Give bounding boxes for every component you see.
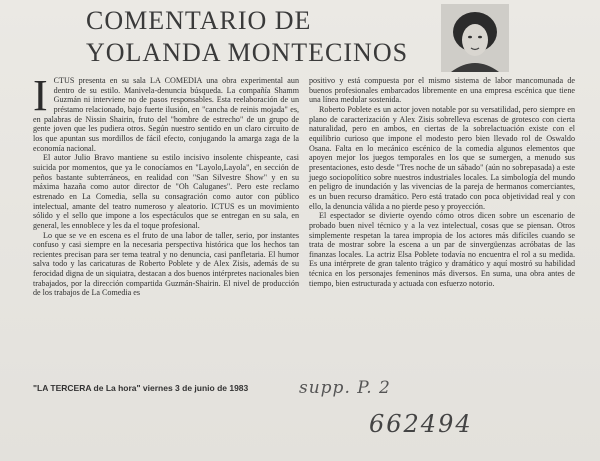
paragraph: positivo y está compuesta por el mismo sistema de labor mancomunada de buenos profesionales embarcados libremente en una empresa escénica que tiene una línea medular sostenida. bbox=[309, 76, 575, 105]
portrait-icon bbox=[441, 4, 509, 72]
handwritten-note: supp. P. 2 bbox=[299, 378, 391, 398]
paragraph: El autor Julio Bravo mantiene su estilo incisivo insolente chispeante, casi suicida por momentos, que ya le conocíamos en "Layolo,Layola", en sección de peños bastante subterráneos, en realidad con "San Silvestre Show" y en su máxima hazaña como autor director de "Oh Caluganes". Pero este reclamo estrenado en La Comedia, sella su consagración como autor con público intelectual, amante del teatro numeroso y aleatorio. ICTUS es un movimiento sólido y el sello que impone a los espectáculos que se entregan en su sala, en general, les ennoblece y les da el toque profesional. bbox=[33, 153, 299, 230]
headline-line-2: YOLANDA MONTECINOS bbox=[86, 38, 409, 67]
drop-cap: I bbox=[33, 71, 48, 120]
paragraph: Lo que se ve en escena es el fruto de una labor de taller, serio, por instantes confuso y casi siempre en la necesaria perspectiva histórica que los hechos tan recientes precisan para ser tema teatral y no denuncia, casi panfletaria. El humor salva todo y las caricaturas de Roberto Poblete y de Alex Zisis, además de su ferocidad digna de un siquiatra, destacan a dos buenos intérpretes nacionales bien trabajados, por la dirección compartida Guzmán-Shairin. El nivel de producción de los trabajos de La Comedia es bbox=[33, 230, 299, 298]
handwritten-number: 662494 bbox=[369, 410, 473, 438]
right-column bbox=[309, 76, 575, 288]
paragraph: El espectador se divierte oyendo cómo otros dicen sobre un escenario de probado buen nivel técnico y a la vez intelectual, cosas que se piensan. Otros simplemente respetan la tarea impropia de los actores más difíciles cuando se trata de mostrar sobre la escena a un par de sinvergüenzas acróbatas de las finanzas locales. La actriz Elsa Poblete todavía no encuentra el rol a su medida. Es una intérprete de gran talento trágico y dramático y aquí mostró su habilidad técnica en los personajes femeninos más diversos. En suma, una obra antes de tiempo, bien estructurada y actuada con esfuerzo notorio. bbox=[309, 211, 575, 288]
source-citation: "LA TERCERA de La hora" viernes 3 de junio de 1983 bbox=[33, 383, 249, 393]
paragraph: CTUS presenta en su sala LA COMEDIA una obra experimental aun dentro de su estilo. Manivela-denuncia búsqueda. La compañía Shamm Guzmán ni interviene no de pasos responsables. Esta reelaboración de un préstamo relacionado, bajo fuerte ilusión, en "cancha de reinis mojada" es, en palabras de Nissin Shairin, fruto del "hombre de estrecho" de un grupo de gente joven que les pudiera otros. Según nuestro sentido en un claro circuito de los que apuntan sus mordillos de fácil efecto, conjugando la amarga zaga de la economía nacional. bbox=[33, 76, 299, 153]
headline-line-1: COMENTARIO DE bbox=[86, 6, 312, 35]
paragraph: Roberto Poblete es un actor joven notable por su versatilidad, pero siempre en plano de caracterización y Alex Zisis sobrelleva escenas de grotesco con cierta naturalidad, pero en ambos, en ciertas de la sobrelactuación existe con el equilibrio curioso que impone el modesto pero bien llevado rol de Oswaldo Osana. Falta en lo mecánico escénico de la comedia algunos elementos que apoyen mejor los juegos temporales en los que se sumergen, a menudo sus presentaciones, esto desde "Tres noche de un sábado" (aún no sobrepasada) a este juego sociopolítico sobre nuestros industriales locales. La simbología del mundo en peligro de inundación y las vivencias de la pareja de hermanos comerciantes, es un buen recurso dramático. Pero está tratado con poca objetividad real y con ello, la denuncia válida a no pierde peso y proyección. bbox=[309, 104, 575, 211]
left-column bbox=[33, 71, 299, 298]
portrait-photo bbox=[441, 4, 509, 72]
